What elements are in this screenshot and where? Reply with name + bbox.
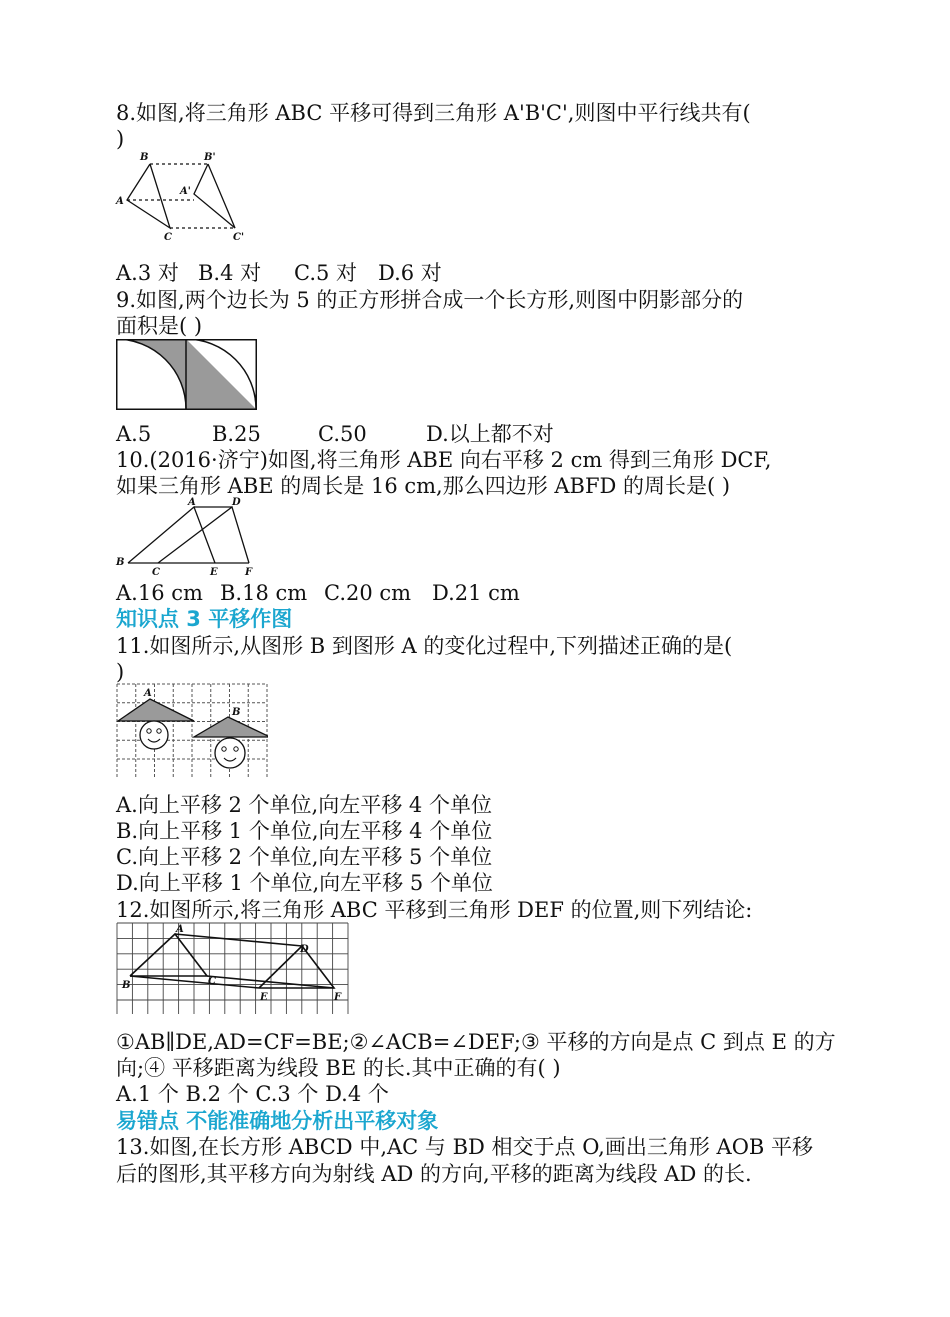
q12-label-b: B (122, 980, 131, 991)
q10-option-b: B.18 cm (220, 581, 308, 605)
q12-label-e: E (260, 992, 268, 1003)
q8-label-c-prime: C' (233, 232, 245, 243)
q13-line1: 13.如图,在长方形 ABCD 中,AC 与 BD 相交于点 O,画出三角形 AOB 平移 (116, 1135, 814, 1159)
q9-option-b: B.25 (212, 422, 261, 446)
q11-label-a: A (144, 688, 152, 699)
q8-label-b-prime: B' (204, 152, 216, 163)
q11-option-a: A.向上平移 2 个单位,向左平移 4 个单位 (116, 793, 492, 817)
q8-label-a: A (116, 196, 124, 207)
q9-figure (116, 339, 258, 411)
q12-label-a: A (176, 924, 184, 935)
q8-stem-line2: ) (116, 127, 125, 151)
q10-label-b: B (116, 557, 125, 568)
q11-stem-line2: ) (116, 660, 125, 684)
q8-options (116, 260, 442, 286)
q12-label-f: F (334, 992, 342, 1003)
q10-stem-line1: 10.(2016·济宁)如图,将三角形 ABE 向右平移 2 cm 得到三角形 DCF, (116, 448, 772, 472)
q10-option-c: C.20 cm (324, 581, 412, 605)
q10-option-d: D.21 cm (432, 581, 520, 605)
q12-label-d: D (300, 944, 309, 955)
q10-label-e: E (210, 567, 218, 577)
q8-option-a: A.3 对 (116, 261, 179, 285)
q10-stem-line2: 如果三角形 ABE 的周长是 16 cm,那么四边形 ABFD 的周长是( ) (116, 474, 731, 498)
q10-option-a: A.16 cm (116, 581, 203, 605)
q12-options: A.1 个 B.2 个 C.3 个 D.4 个 (116, 1082, 389, 1106)
q12-stem: 12.如图所示,将三角形 ABC 平移到三角形 DEF 的位置,则下列结论: (116, 898, 753, 922)
q10-label-f: F (245, 567, 253, 577)
q8-option-c: C.5 对 (294, 261, 358, 285)
error-section-heading: 易错点 不能准确地分析出平移对象 (116, 1109, 439, 1133)
q12-body-line1: ①AB∥DE,AD=CF=BE;②∠ACB=∠DEF;③ 平移的方向是点 C 到点 E 的方 (116, 1030, 836, 1054)
q12-grid-figure (116, 922, 350, 1014)
q12-label-c: C (208, 976, 216, 987)
figure-a (118, 699, 194, 749)
q10-label-c: C (152, 567, 160, 577)
q8-label-b: B (140, 152, 149, 163)
q9-stem-line1: 9.如图,两个边长为 5 的正方形拼合成一个长方形,则图中阴影部分的 (116, 288, 744, 312)
figure-b (194, 717, 268, 768)
q10-figure (114, 495, 264, 577)
q10-label-d: D (232, 497, 241, 508)
q9-option-d: D.以上都不对 (426, 422, 554, 446)
q11-option-d: D.向上平移 1 个单位,向左平移 5 个单位 (116, 871, 493, 895)
q11-stem-line1: 11.如图所示,从图形 B 到图形 A 的变化过程中,下列描述正确的是( (116, 634, 733, 658)
q9-option-a: A.5 (116, 422, 152, 446)
q11-label-b: B (232, 707, 241, 718)
q8-label-a-prime: A' (180, 186, 191, 197)
q9-option-c: C.50 (318, 422, 367, 446)
q9-options (116, 421, 554, 447)
q8-figure (112, 148, 252, 244)
section-3-heading: 知识点 3 平移作图 (116, 607, 293, 631)
q8-option-d: D.6 对 (378, 261, 442, 285)
q11-option-b: B.向上平移 1 个单位,向左平移 4 个单位 (116, 819, 493, 843)
q9-stem-line2: 面积是( ) (116, 314, 203, 338)
q11-grid-figure (116, 683, 268, 777)
q10-options (116, 580, 520, 606)
q11-option-c: C.向上平移 2 个单位,向左平移 5 个单位 (116, 845, 493, 869)
q8-stem-line1: 8.如图,将三角形 ABC 平移可得到三角形 A'B'C',则图中平行线共有( (116, 101, 751, 125)
q8-option-b: B.4 对 (198, 261, 262, 285)
q12-body-line2: 向;④ 平移距离为线段 BE 的长.其中正确的有( ) (116, 1056, 561, 1080)
q8-label-c: C (164, 232, 172, 243)
q13-line2: 后的图形,其平移方向为射线 AD 的方向,平移的距离为线段 AD 的长. (116, 1162, 752, 1186)
q10-label-a: A (188, 497, 196, 508)
